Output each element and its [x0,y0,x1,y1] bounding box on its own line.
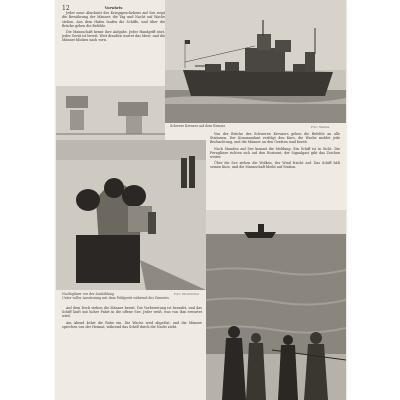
article-heading: Vorwärts [104,6,123,10]
photo-soldier [56,140,206,290]
article-right-paragraph: Über die See ziehen die Wolken, der Wind frischt auf. Das Schiff hält seinen Kurs, und die Mannschaft bleibt auf Station. [210,161,340,170]
photo-warship [165,0,346,123]
credit-warship: Foto: Marine [311,125,330,129]
article-right-paragraph: Nach Stunden auf See kommt die Meldung: Ein Schiff ist in Sicht. Die Ferngläser richten sich auf den Horizont, der Signalgast gibt das Zeichen weiter. [210,146,340,160]
article-top-paragraph: Jeder neue Abschnitt des Kriegsgeschehens auf See zeigt die Bewährung der Männer, die Tag und Nacht auf Wache stehen. Aus dem Hafen laufen die Schiffe, und über die Brücke gehen die Befehle. [62,11,165,28]
article-bottom-paragraph: Am Abend kehrt die Ruhe ein. Die Wache wird abgelöst, und die Männer sprechen von der Heimat, während das Schiff durch die Nacht zieht. [62,320,202,329]
article-top-paragraph: Die Mannschaft kennt ihre Aufgabe. Jeder Handgriff sitzt, jedes Gerät ist bereit. Weit draußen wartet das Meer, und die Männer blicken nach vorn. [62,30,165,43]
magazine-page [56,0,346,400]
photo-sea-crew [206,210,346,400]
article-bottom-paragraph: Auf dem Deck stehen die Männer bereit. Die Vorbereitung ist beendet, und das Schiff läuft mit hoher Fahrt in die offene See. Jeder weiß, was von ihm erwartet wird. [62,306,202,319]
article-right-paragraph: Von der Brücke des Schweren Kreuzers gehen die Befehle an alle Stationen. Der Kommandant verfolgt den Kurs, die Wache meldet jede Beobachtung, und die Männer an den Geräten sind bereit. [210,132,340,145]
credit-soldier: Foto: PK-Schröter [174,292,200,296]
photo-ship-detail [56,86,165,140]
page-number: 12 [62,5,70,12]
caption-soldier: Nachtgläser vor der Ausbildung Unter voller Ausrüstung mit dem Feldgerät während des Dienstes [62,292,169,300]
article-top [62,6,165,86]
article-bottom [62,306,202,396]
caption-warship: Schwere Kreuzer auf dem Einsatz [170,124,226,128]
article-right [210,132,340,208]
